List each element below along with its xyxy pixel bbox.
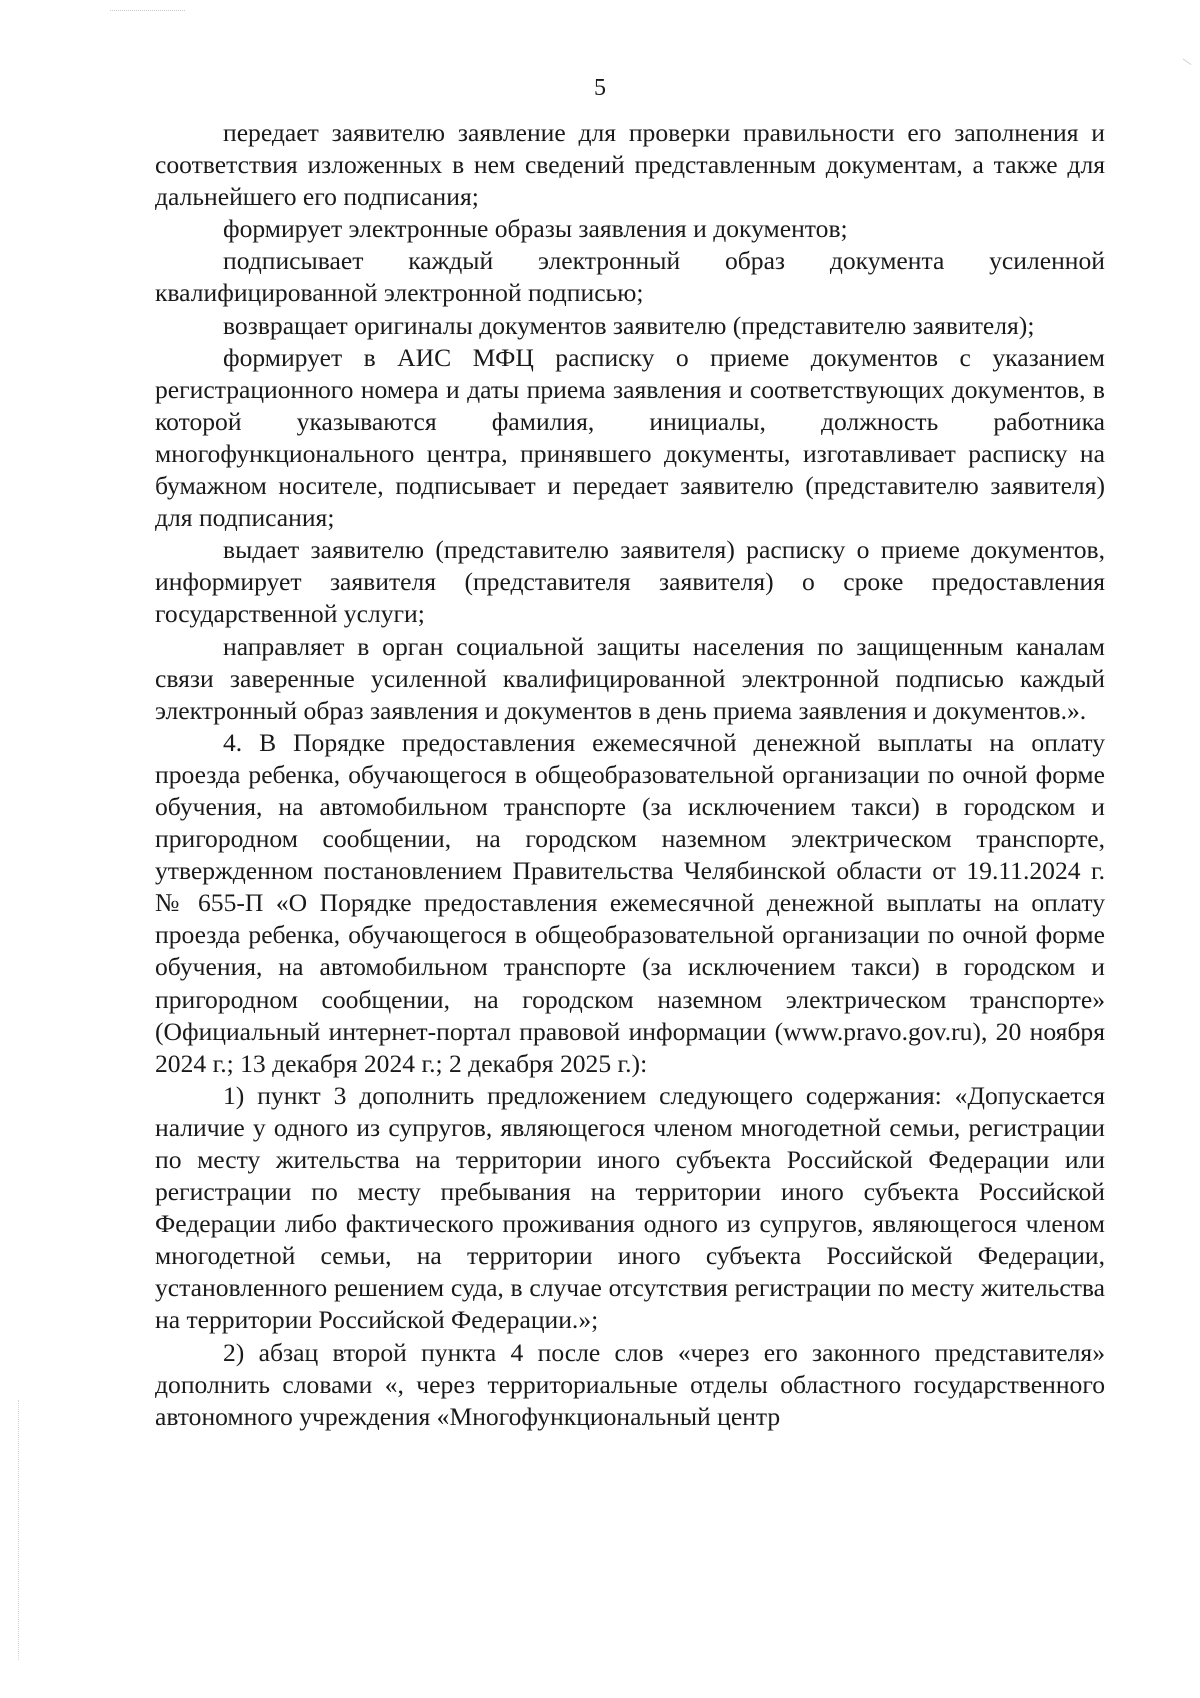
paragraph: возвращает оригиналы документов заявителю (представителю заявителя);	[223, 310, 1035, 340]
paragraph: формирует электронные образы заявления и документов;	[223, 214, 848, 244]
document-body	[155, 117, 1105, 1433]
paragraph: направляет в орган социальной защиты населения по защищенным каналам связи заверенные усиленной квалифицированной электронной подписью каждый электронный образ заявления и документов в день приема заявления и документов.».	[155, 631, 1105, 725]
scan-artifact	[1175, 58, 1192, 76]
scan-artifact	[110, 10, 185, 15]
paragraph: передает заявителю заявление для проверки правильности его заполнения и соответствия изложенных в нем сведений представленным документам, а также для дальнейшего его подписания;	[155, 118, 1105, 212]
paragraph: 4. В Порядке предоставления ежемесячной денежной выплаты на оплату проезда ребенка, обучающегося в общеобразовательной организации по очной форме обучения, на автомобильном транспорте (за исключением такси) в городском и пригородном сообщении, на городском наземном электрическом транспорте, утвержденном постановлением Правительства Челябинской области от 19.11.2024 г. № 655-П «О Порядке предоставления ежемесячной денежной выплаты на оплату проезда ребенка, обучающегося в общеобразовательной организации по очной форме обучения, на автомобильном транспорте (за исключением такси) в городском и пригородном сообщении, на городском наземном электрическом транспорте» (Официальный интернет-портал правовой информации (www.pravo.gov.ru), 20 ноября 2024 г.; 13 декабря 2024 г.; 2 декабря 2025 г.):	[155, 727, 1105, 1078]
scan-artifact	[18, 1400, 21, 1660]
paragraph: 1) пункт 3 дополнить предложением следующего содержания: «Допускается наличие у одного из супругов, являющегося членом многодетной семьи, регистрации по месту жительства на территории иного субъекта Российской Федерации или регистрации по месту пребывания на территории иного субъекта Российской Федерации либо фактического проживания одного из супругов, являющегося членом многодетной семьи, на территории иного субъекта Российской Федерации, установленного решением суда, в случае отсутствия регистрации по месту жительства на территории Российской Федерации.»;	[155, 1080, 1105, 1335]
paragraph: 2) абзац второй пункта 4 после слов «через его законного представителя» дополнить словами «, через территориальные отделы областного государственного автономного учреждения «Многофункциональный центр	[155, 1337, 1105, 1431]
paragraph: формирует в АИС МФЦ расписку о приеме документов с указанием регистрационного номера и даты приема заявления и соответствующих документов, в которой указываются фамилия, инициалы, должность работника многофункционального центра, принявшего документы, изготавливает расписку на бумажном носителе, подписывает и передает заявителю (представителю заявителя) для подписания;	[155, 342, 1105, 533]
paragraph: выдает заявителю (представителю заявителя) расписку о приеме документов, информирует заявителя (представителя заявителя) о сроке предоставления государственной услуги;	[155, 535, 1105, 629]
page-number: 5	[594, 75, 606, 101]
paragraph: подписывает каждый электронный образ документа усиленной квалифицированной электронной подписью;	[155, 246, 1105, 308]
